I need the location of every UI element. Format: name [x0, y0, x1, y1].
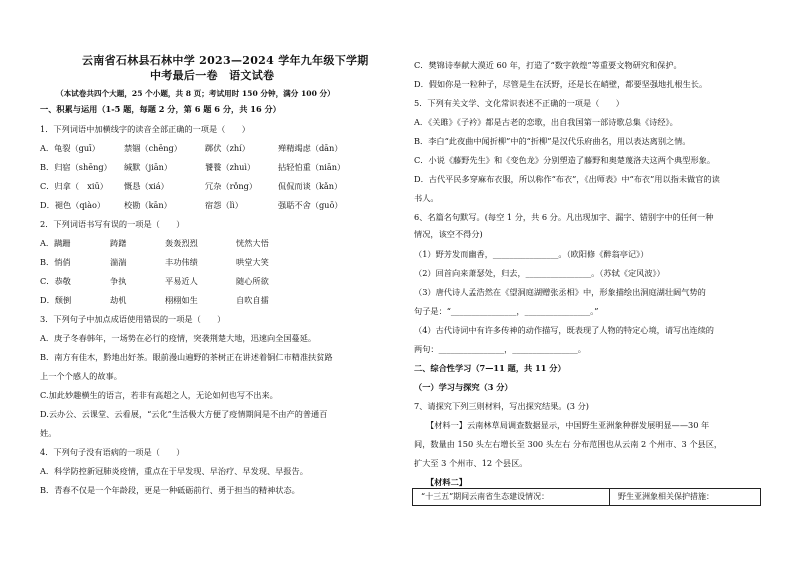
q1-option-d1: D．褪色（qiào）	[40, 200, 106, 210]
q6-blank-4-cont: 两句：________________，________________。	[414, 344, 586, 354]
q2-option-d3: 栩栩如生	[165, 295, 198, 305]
q3-option-b-cont: 上一个个感人的故事。	[40, 371, 122, 381]
section-1-heading: 一、积累与运用（1-5 题，每题 2 分，第 6 题 6 分，共 16 分）	[40, 104, 281, 114]
q4-option-c: C．樊锦诗奉献大漠近 60 年，打造了“数字敦煌”等重要文物研究和保护。	[414, 60, 682, 70]
q2-option-a1: A．蹒跚	[40, 238, 71, 248]
question-6-cont: 情况，该空不得分)	[414, 229, 483, 239]
question-3: 3．下列句子中加点成语使用错误的一项是（ ）	[40, 314, 226, 324]
q2-option-d1: D．颓倒	[40, 295, 72, 305]
q1-option-b3: 饕餮（zhuì）	[205, 162, 256, 172]
q1-option-a1: A．龟裂（guī）	[40, 143, 100, 153]
q1-option-d2: 校勘（kān）	[124, 200, 172, 210]
q6-blank-4: （4）古代诗词中有许多传神的动作描写，既表现了人物的特定心境，请写出连续的	[414, 325, 714, 335]
q4-option-b: B．青春不仅是一个年龄段，更是一种砥砺前行、勇于担当的精神状态。	[40, 485, 300, 495]
q3-option-d-cont: 姓。	[40, 428, 57, 438]
material-2-label: 【材料二】	[426, 477, 467, 487]
exam-title-line1: 云南省石林县石林中学 2023—2024 学年九年级下学期	[82, 54, 369, 67]
material-1-line2: 间，数量由 150 头左右增长至 300 头左右 分布范围也从云南 2 个州市、3 个县区，	[414, 439, 723, 449]
q5-option-b: B．李白“此夜曲中闻折柳”中的“折柳”是汉代乐府曲名，用以表达离别之情。	[414, 136, 691, 146]
q6-blank-1: （1）野芳发而幽香，________________。（欧阳修《醉翁亭记》）	[414, 249, 649, 259]
material-1-line3: 扩大至 3 个州市、12 个县区。	[414, 458, 528, 468]
material-1-line1: 【材料一】云南林草局调查数据显示，中国野生亚洲象种群发展明显——30 年	[426, 420, 710, 430]
q3-option-d: D.云办公、云课堂、云看展，“云化”生活极大方便了疫情期间是不由产的普通百	[40, 409, 328, 419]
q2-option-c2: 争执	[110, 276, 127, 286]
q2-option-d4: 自吹自擂	[236, 295, 269, 305]
q1-option-a4: 殚精竭虑（dān）	[278, 143, 343, 153]
q6-blank-2: （2）回首向来萧瑟处，归去，________________。（苏轼《定风波》）	[414, 268, 665, 278]
question-1: 1．下列词语中加横线字的读音全部正确的一项是（ ）	[40, 124, 250, 134]
q1-option-d4: 强聒不舍（guō）	[278, 200, 343, 210]
table-cell-ecology: “十三五”期间云南省生态建设情况：	[412, 488, 610, 506]
question-4: 4．下列句子没有语病的一项是（ ）	[40, 447, 185, 457]
q5-option-d: D．古代平民多穿麻布衣服，所以称作“布衣”，《出师表》中“布衣”用以指未做官的读	[414, 174, 720, 184]
q2-option-b2: 湍湍	[110, 257, 127, 267]
q1-option-a3: 踯伏（zhí）	[205, 143, 250, 153]
q3-option-c: C.加此妙趣横生的语言，若非有高超之人，无论如何也写不出来。	[40, 390, 278, 400]
q2-option-d2: 劫机	[110, 295, 127, 305]
q1-option-d3: 宿怨（lì）	[205, 200, 243, 210]
q4-option-d: D．假如你是一粒种子，尽管是生在沃野，还是长在峭壁，都要坚强地扎根生长。	[414, 79, 708, 89]
table-cell-elephant-measures: 野生亚洲象相关保护措施：	[609, 488, 761, 506]
q2-option-a4: 恍然大悟	[236, 238, 269, 248]
q5-option-d-cont: 书人。	[414, 193, 439, 203]
q5-option-a: A．《关雎》《子衿》都是古老的恋歌，出自我国第一部诗歌总集《诗经》。	[414, 117, 678, 127]
question-7: 7、请探究下列三则材料，写出探究结果。(3 分)	[414, 401, 589, 411]
q2-option-a2: 踌躇	[110, 238, 127, 248]
q1-option-c1: C．归拿（ xiū）	[40, 181, 108, 191]
q3-option-b: B．南方有佳木，黔地出好茶。眼前漫山遍野的茶树正在讲述着铜仁市精准扶贫路	[40, 352, 333, 362]
q2-option-c4: 随心所欲	[236, 276, 269, 286]
subsection-1-heading: （一）学习与探究（3 分）	[414, 382, 513, 392]
q1-option-b2: 缄默（jiān）	[124, 162, 173, 172]
q1-option-b1: B．归宿（shēng）	[40, 162, 112, 172]
q1-option-a2: 禁锢（chēng）	[124, 143, 182, 153]
q2-option-c1: C．恭敬	[40, 276, 71, 286]
question-5: 5．下列有关文学、文化常识表述不正确的一项是（ ）	[414, 98, 624, 108]
q1-option-c4: 侃侃而谈（kǎn）	[278, 181, 343, 191]
q2-option-b4: 哄堂大笑	[236, 257, 269, 267]
question-6: 6、名篇名句默写。(每空 1 分，共 6 分。凡出现加字、漏字、错别字中的任何一种	[414, 212, 714, 222]
q1-option-c2: 慨恳（xiá）	[124, 181, 169, 191]
q2-option-c3: 平易近人	[165, 276, 198, 286]
q5-option-c: C．小说《藤野先生》和《变色龙》分别塑造了藤野和奥楚蔑洛夫这两个典型形象。	[414, 155, 716, 165]
section-2-heading: 二、综合性学习（7—11 题，共 11 分）	[414, 363, 566, 373]
q2-option-b3: 丰功伟绩	[165, 257, 198, 267]
question-2: 2．下列词语书写有误的一项是（ ）	[40, 219, 185, 229]
exam-note: （本试卷共四个大题，25 个小题，共 8 页；考试用时 150 分钟，满分 100 分）	[56, 89, 335, 98]
q2-option-b1: B．悄俏	[40, 257, 71, 267]
q1-option-c3: 冗杂（rǒng）	[205, 181, 258, 191]
exam-title-line2: 中考最后一卷 语文试卷	[150, 69, 275, 82]
q1-option-b4: 拈轻怕重（niān）	[278, 162, 346, 172]
q2-option-a3: 轰轰烈烈	[165, 238, 198, 248]
q6-blank-3-cont: 句子是：“________________，________________。”	[414, 306, 599, 316]
q3-option-a: A．庚子冬春韩年，一场势在必行的疫情，突袭荆楚大地，迅速向全国蔓延。	[40, 333, 317, 343]
q6-blank-3: （3）唐代诗人孟浩然在《望洞庭湖赠张丞相》中，形象描绘出洞庭湖壮阔气势的	[414, 287, 706, 297]
q4-option-a: A．科学防控新冠肺炎疫情，重点在于早发现、早治疗、早发现、早报告。	[40, 466, 308, 476]
